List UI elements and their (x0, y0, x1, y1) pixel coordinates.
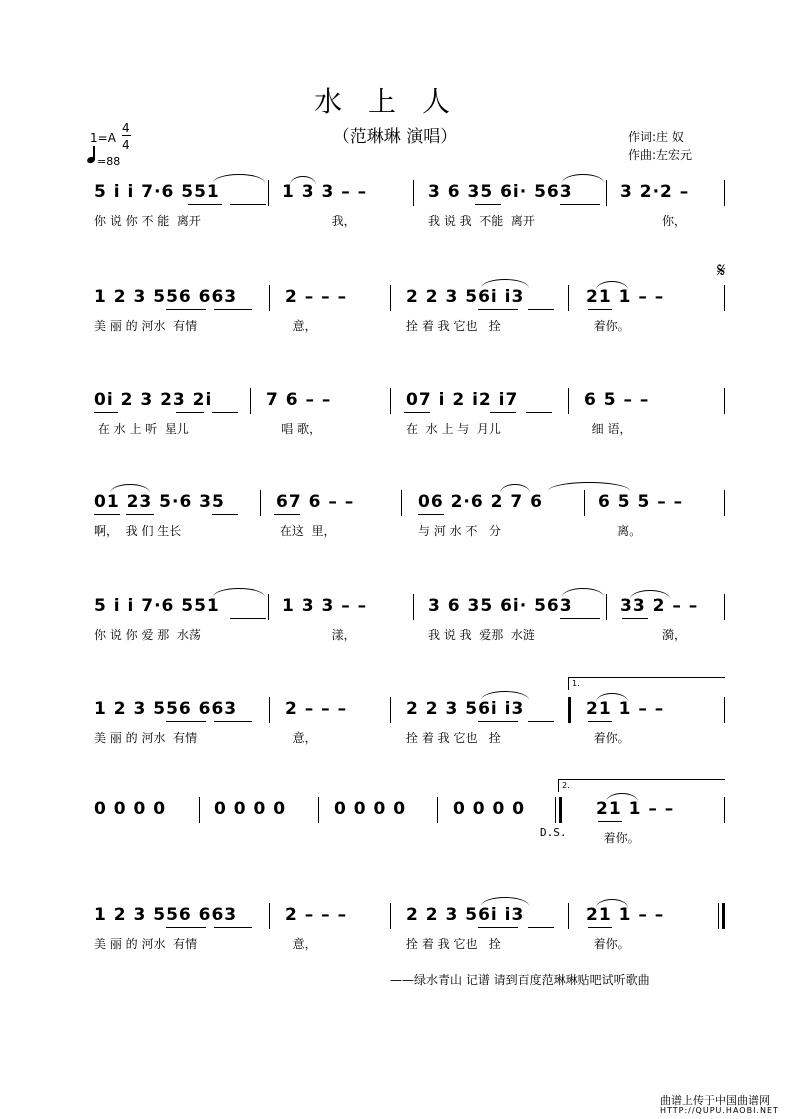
notes: 2 2 3 56i i3 (406, 287, 525, 307)
barline (724, 388, 725, 414)
underline (214, 309, 252, 310)
slur (562, 588, 604, 597)
lyric: 美 丽 的 河水 有情 (94, 731, 198, 745)
underline (560, 618, 600, 619)
slur (110, 484, 150, 493)
measure (88, 697, 268, 745)
notes: 3 6 35 6i· 563 (428, 182, 573, 202)
score-row-5 (0, 594, 790, 674)
barline (606, 594, 607, 620)
notes: 21 1 – – (586, 699, 665, 719)
measure (279, 903, 389, 951)
barline (401, 490, 402, 516)
notes: 1 2 3 556 663 (94, 699, 238, 719)
underline (176, 412, 204, 413)
measure (447, 797, 547, 823)
slur (213, 174, 265, 183)
lyric: 你 说 你 不 能 离开 (94, 214, 201, 228)
underline (188, 204, 222, 205)
notes: 2 – – – (285, 287, 348, 307)
slur (213, 588, 265, 597)
underline (528, 309, 554, 310)
underline (478, 309, 518, 310)
barline (724, 594, 725, 620)
measure (400, 285, 565, 333)
lyric: 在这 里， (276, 524, 336, 538)
score-row-2 (0, 285, 790, 365)
underline (560, 204, 600, 205)
lyric: 我 说 我 不能 离开 (428, 214, 535, 228)
notes: 2 2 3 56i i3 (406, 905, 525, 925)
underline (588, 927, 612, 928)
underline (526, 412, 552, 413)
slur (596, 899, 628, 908)
underline (94, 412, 118, 413)
barline (269, 697, 270, 723)
barline (390, 903, 391, 929)
lyric: 美 丽 的 河水 有情 (94, 937, 198, 951)
lyric: 你 说 你 爱 那 水荡 (94, 628, 201, 642)
song-title: 水上人 (313, 85, 476, 118)
slur (596, 693, 628, 702)
barline (390, 697, 391, 723)
lyric: 拴 着 我 它也 拴 (406, 937, 501, 951)
underline (214, 927, 252, 928)
barline (199, 797, 200, 823)
slur (481, 897, 529, 906)
barline (268, 180, 269, 206)
lyric: 你， (620, 214, 686, 228)
lyric: 我， (282, 214, 356, 228)
measure (270, 490, 395, 538)
score-row-6 (0, 679, 790, 777)
barline (269, 903, 270, 929)
slur (500, 484, 530, 493)
lyric: 意， (285, 937, 317, 951)
notes: 07 i 2 i2 i7 (406, 390, 519, 410)
slur (481, 691, 529, 700)
measure (88, 285, 268, 333)
lyric: 细 语， (584, 422, 632, 436)
underline (212, 514, 238, 515)
underline (126, 514, 154, 515)
quarter-note-head-icon (86, 156, 96, 164)
underline (622, 618, 648, 619)
tempo-marking: =88 (97, 155, 121, 168)
barline (606, 180, 607, 206)
volta-number-2: 2. (562, 781, 570, 790)
underline (478, 927, 518, 928)
lyric: 我 说 我 爱那 水涟 (428, 628, 535, 642)
barline (724, 490, 725, 516)
notes: 3 6 35 6i· 563 (428, 596, 573, 616)
lyric: 漾， (282, 628, 356, 642)
notes: 1 3 3 – – (282, 182, 368, 202)
measure (88, 797, 188, 823)
lyricist-credit: 作词:庄 奴 (628, 130, 684, 144)
notes: 0 0 0 0 (334, 799, 407, 819)
measure (400, 903, 565, 951)
underline (230, 204, 266, 205)
slur (290, 176, 316, 185)
measure (614, 180, 724, 228)
barline (268, 594, 269, 620)
underline (404, 412, 430, 413)
notes: 67 6 – – (276, 492, 355, 512)
notes: 21 1 – – (586, 287, 665, 307)
barline (724, 697, 725, 723)
time-signature-top: 4 (122, 121, 130, 135)
measure (88, 180, 266, 228)
notes: 1 3 3 – – (282, 596, 368, 616)
barline (724, 797, 725, 823)
barline (413, 594, 414, 620)
lyric: 唱 歌， (266, 422, 322, 436)
barline (724, 180, 725, 206)
lyric: 着你。 (586, 937, 630, 951)
underline (528, 927, 554, 928)
barline (568, 388, 569, 414)
underline (212, 412, 238, 413)
lyric: 在 水 上 听 星儿 (94, 422, 189, 436)
measure (400, 697, 565, 745)
barline (413, 180, 414, 206)
notes: 3 2·2 – (620, 182, 690, 202)
transcriber-note: ——绿水青山 记谱 请到百度范琳琳贴吧试听歌曲 (390, 973, 650, 987)
underline (214, 721, 252, 722)
notes: 0i 2 3 23 2i (94, 390, 213, 410)
slur (481, 279, 529, 288)
measure (422, 594, 602, 642)
segno-icon: 𝄋 (717, 258, 726, 282)
notes: 21 1 – – (596, 799, 675, 819)
measure (578, 388, 718, 436)
final-barline-thick (722, 903, 725, 929)
score-row-3 (0, 388, 790, 468)
underline (166, 927, 206, 928)
notes: 5 i i 7·6 551 (94, 596, 220, 616)
performer-subtitle: （范琳琳 演唱） (332, 127, 458, 147)
lyric: 意， (285, 731, 317, 745)
barline (584, 490, 585, 516)
barline (250, 388, 251, 414)
barline (318, 797, 319, 823)
notes: 7 6 – – (266, 390, 332, 410)
barline (437, 797, 438, 823)
final-barline (718, 903, 719, 929)
measure (88, 388, 248, 436)
measure (279, 285, 389, 333)
notes: 2 – – – (285, 699, 348, 719)
notes: 06 2·6 2 7 6 (418, 492, 543, 512)
underline (478, 721, 518, 722)
barline (390, 388, 391, 414)
notes: 1 2 3 556 663 (94, 905, 238, 925)
lyric: 着你。 (596, 831, 640, 845)
notes: 33 2 – – (620, 596, 699, 616)
score-row-7 (0, 781, 790, 877)
measure (260, 388, 385, 436)
measure (400, 388, 560, 436)
lyric: 漪， (620, 628, 686, 642)
dal-segno-marking: D.S. (540, 826, 567, 839)
double-barline (559, 797, 562, 823)
underline (230, 618, 266, 619)
slur (630, 590, 670, 599)
site-url: HTTP://QUPU.HAOBI.NET (660, 1106, 779, 1115)
notes: 2 – – – (285, 905, 348, 925)
volta-bracket-1 (568, 677, 725, 690)
notes: 0 0 0 0 (94, 799, 167, 819)
underline (588, 721, 612, 722)
lyric: 拴 着 我 它也 拴 (406, 319, 501, 333)
barline (724, 285, 725, 311)
measure (88, 594, 266, 642)
measure (88, 490, 248, 538)
notes: 6 5 – – (584, 390, 650, 410)
key-signature: 1=A (90, 131, 116, 145)
slur (606, 793, 638, 802)
lyric: 着你。 (586, 731, 630, 745)
underline (418, 514, 444, 515)
notes: 0 0 0 0 (214, 799, 287, 819)
notes: 1 2 3 556 663 (94, 287, 238, 307)
underline (598, 821, 622, 822)
underline (528, 721, 554, 722)
score-row-4 (0, 490, 790, 570)
score-row-1 (0, 180, 790, 260)
volta-number-1: 1. (572, 679, 580, 688)
time-signature-bottom: 4 (122, 138, 130, 152)
repeat-barline (568, 697, 571, 723)
barline (269, 285, 270, 311)
volta-bracket-2 (558, 779, 725, 792)
measure (422, 180, 602, 228)
site-credit: 曲谱上传于中国曲谱网 (660, 1094, 770, 1107)
lyric: 啊， 我 们 生长 (94, 524, 182, 538)
notes: 0 0 0 0 (453, 799, 526, 819)
barline (390, 285, 391, 311)
measure (276, 594, 406, 642)
lyric: 在 水 上 与 月儿 (406, 422, 501, 436)
underline (490, 412, 516, 413)
measure (412, 490, 577, 538)
underline (166, 721, 206, 722)
slur (548, 482, 630, 491)
time-signature-line (122, 135, 131, 136)
underline (588, 309, 612, 310)
underline (166, 309, 206, 310)
lyric: 美 丽 的 河水 有情 (94, 319, 198, 333)
barline (568, 285, 569, 311)
measure (208, 797, 308, 823)
notes: 5 i i 7·6 551 (94, 182, 220, 202)
underline (475, 204, 501, 205)
barline (260, 490, 261, 516)
lyric: 离。 (598, 524, 642, 538)
composer-credit: 作曲:左宏元 (628, 148, 693, 162)
notes: 01 23 5·6 35 (94, 492, 225, 512)
measure (88, 903, 268, 951)
barline (568, 903, 569, 929)
lyric: 拴 着 我 它也 拴 (406, 731, 501, 745)
lyric: 与 河 水 不 分 (418, 524, 501, 538)
barline (555, 797, 556, 823)
measure (592, 490, 722, 538)
measure (328, 797, 428, 823)
slur (596, 281, 628, 290)
slur (562, 174, 604, 183)
lyric: 着你。 (586, 319, 630, 333)
lyric: 意， (285, 319, 317, 333)
notes: 21 1 – – (586, 905, 665, 925)
underline (274, 514, 300, 515)
measure (279, 697, 389, 745)
notes: 6 5 5 – – (598, 492, 684, 512)
notes: 2 2 3 56i i3 (406, 699, 525, 719)
underline (94, 514, 120, 515)
